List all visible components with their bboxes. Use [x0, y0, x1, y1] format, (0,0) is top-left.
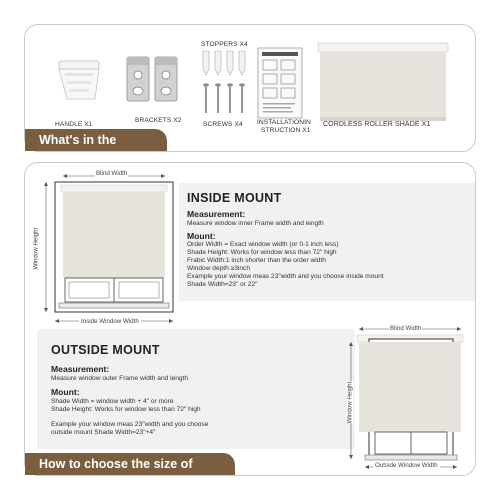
inside-mount-title: INSIDE MOUNT — [187, 191, 282, 205]
instruction-caption-line1: INSTALLATIONIN — [257, 119, 311, 126]
inside-mount-info — [179, 183, 475, 301]
stoppers-caption: STOPPERS X4 — [201, 41, 248, 48]
outside-mount-illustration — [335, 317, 475, 473]
inside-window-width-label: Inside Window Width — [81, 318, 139, 325]
outside-mount-line: Shade Width = window width + 4" or more — [51, 398, 174, 405]
roller-shade-image — [318, 43, 448, 123]
inside-measurement-text: Measure window inner Frame width and length — [187, 220, 324, 227]
handle-caption: HANDLE X1 — [55, 121, 93, 128]
instruction-caption-line2: STRUCTION X1 — [261, 127, 311, 134]
brackets-image — [123, 53, 183, 107]
outside-example-line: Example your window meas 23"width and you choose — [51, 421, 209, 428]
inside-mount-line: Example your window meas 23"width and you choose inside mount — [187, 273, 384, 280]
outside-measurement-label: Measurement: — [51, 364, 110, 374]
inside-mount-label: Mount: — [187, 231, 216, 241]
instruction-manual-image — [257, 47, 303, 119]
screws-caption: SCREWS X4 — [203, 121, 243, 128]
inside-measurement-label: Measurement: — [187, 209, 246, 219]
inside-mount-line: Shade Width=23" or 22" — [187, 281, 258, 288]
size-guide-panel — [24, 162, 476, 493]
outside-mount-label: Mount: — [51, 387, 80, 397]
inside-mount-line: Order Width = Exact window width (or 0-1 inch less) — [187, 241, 339, 248]
outside-mount-line: Shade Height: Works for window less than 72" high — [51, 406, 201, 413]
outside-example-line: outside mount Shade Width=23"+4" — [51, 429, 156, 436]
brackets-caption: BRACKETS X2 — [135, 117, 182, 124]
screws-image — [197, 81, 249, 117]
inside-window-height-label: Window Height — [32, 227, 40, 270]
handle-image — [51, 57, 105, 103]
shade-caption: CORDLESS ROLLER SHADE X1 — [323, 121, 431, 128]
package-banner: What's in the — [25, 129, 167, 151]
outside-window-width-label: Outside Window Width — [375, 462, 438, 469]
inside-mount-illustration — [35, 167, 185, 329]
package-contents-panel — [24, 24, 476, 152]
outside-measurement-text: Measure window outer Frame width and length — [51, 375, 189, 382]
inside-mount-line: Shade Height: Works for window less than 72" high — [187, 249, 337, 256]
size-guide-banner: How to choose the size of shades — [25, 453, 235, 475]
outside-window-height-label: Window Height — [346, 381, 354, 424]
inside-blind-width-label: Blind Width — [96, 170, 128, 177]
outside-mount-title: OUTSIDE MOUNT — [51, 343, 160, 357]
stoppers-image — [197, 49, 249, 77]
inside-mount-line: Window depth ≥3inch — [187, 265, 250, 272]
outside-mount-info — [37, 329, 355, 449]
inside-mount-line: Frabic Width:1 inch shorter than the order width — [187, 257, 326, 264]
outside-blind-width-label: Blind Width — [390, 325, 422, 332]
